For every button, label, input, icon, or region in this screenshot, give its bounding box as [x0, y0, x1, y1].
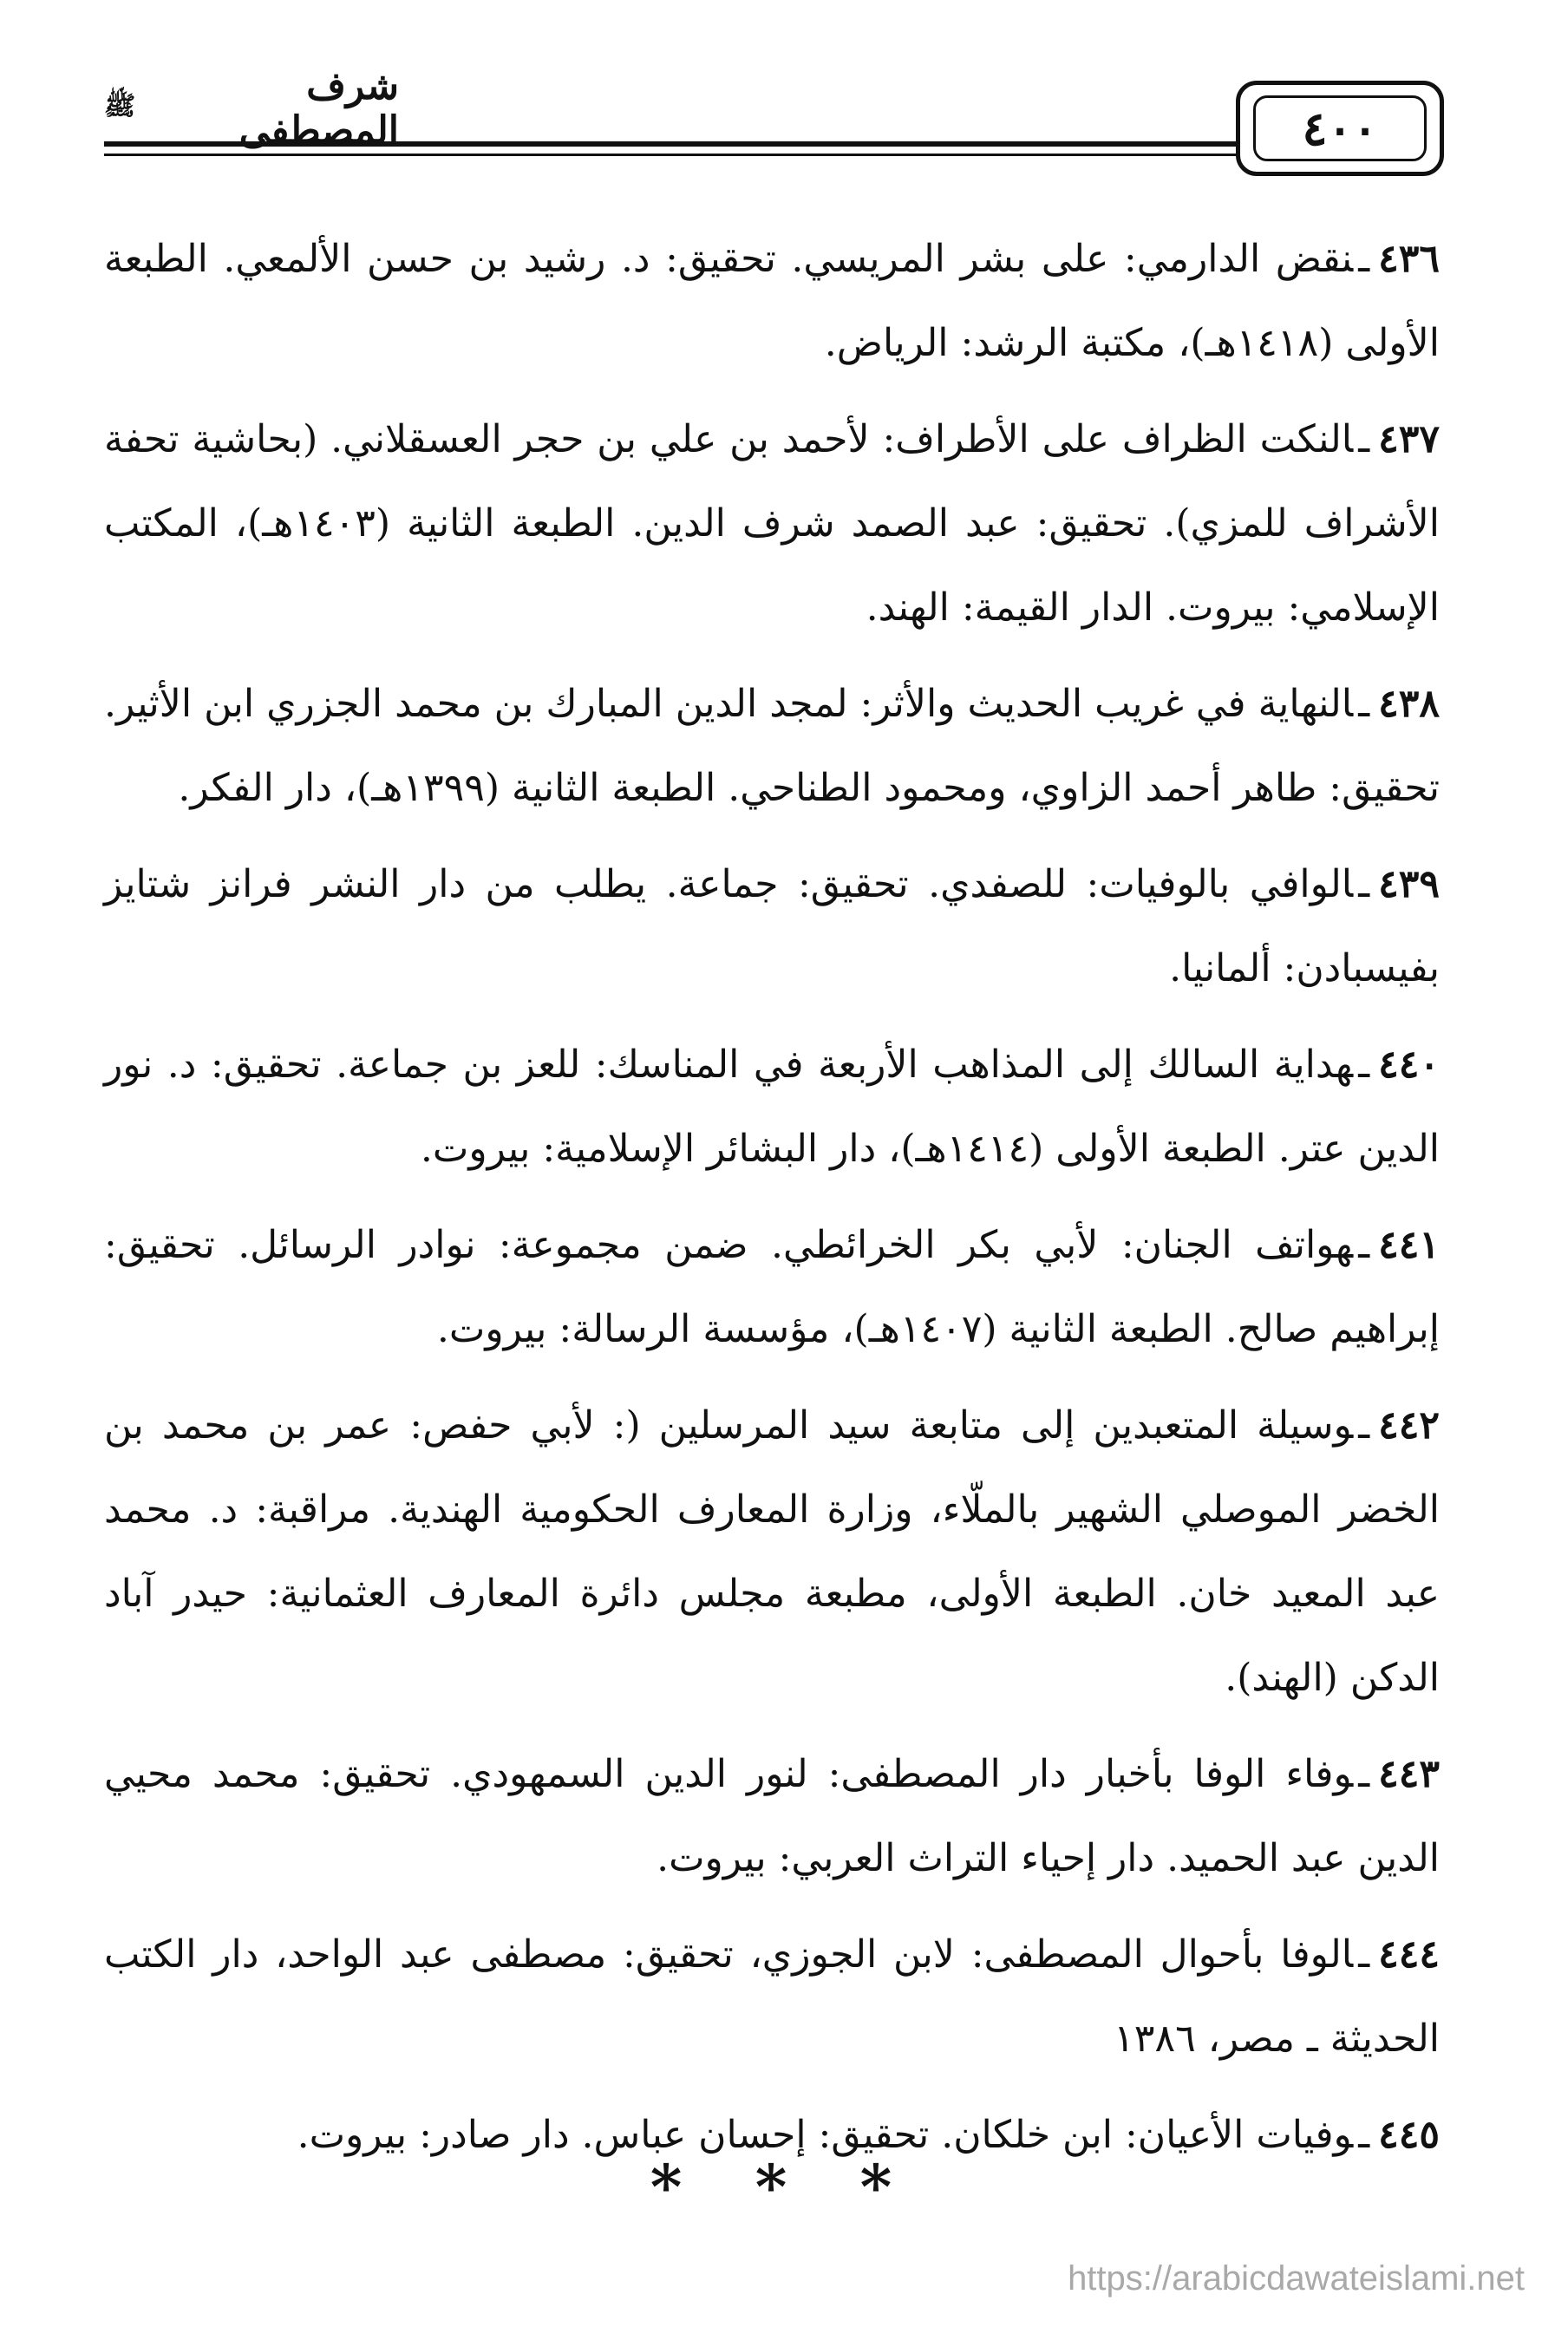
entry-separator: ـ — [1358, 682, 1370, 726]
bibliography-entry — [104, 1023, 1440, 1191]
entry-text: النكت الظراف على الأطراف: لأحمد بن علي بن حجر العسقلاني. (بحاشية تحفة الأشراف للمزي). تحقيق: عبد الصمد شرف الدين. الطبعة الثانية (١٤٠٣هـ)، المكتب الإسلامي: بيروت. الدار القيمة: الهند. — [104, 417, 1440, 630]
entry-number: ٤٣٧ — [1378, 417, 1440, 461]
bibliography-entry — [104, 662, 1440, 830]
entry-separator: ـ — [1358, 1752, 1370, 1796]
entry-text: هواتف الجنان: لأبي بكر الخرائطي. ضمن مجموعة: نوادر الرسائل. تحقيق: إبراهيم صالح. الطبعة الثانية (١٤٠٧هـ)، مؤسسة الرسالة: بيروت. — [104, 1223, 1440, 1351]
running-title — [104, 64, 399, 153]
end-ornament: * * * — [650, 2151, 918, 2223]
bibliography-entry — [104, 1203, 1440, 1371]
entry-separator: ـ — [1358, 2113, 1370, 2157]
entry-number: ٤٣٩ — [1378, 862, 1440, 906]
entry-separator: ـ — [1358, 1932, 1370, 1977]
entry-number: ٤٤٠ — [1378, 1043, 1440, 1087]
page-header — [104, 64, 1440, 186]
watermark-url: https://arabicdawateislami.net — [1068, 2259, 1525, 2298]
entry-number: ٤٤١ — [1378, 1223, 1440, 1267]
entry-separator: ـ — [1358, 1223, 1370, 1267]
entry-text: الوفا بأحوال المصطفى: لابن الجوزي، تحقيق: مصطفى عبد الواحد، دار الكتب الحديثة ـ مصر، ١٣٨٦ — [104, 1932, 1440, 2061]
bibliography-list — [104, 217, 1440, 2189]
entry-text: هداية السالك إلى المذاهب الأربعة في المناسك: للعز بن جماعة. تحقيق: د. نور الدين عتر. الطبعة الأولى (١٤١٤هـ)، دار البشائر الإسلامية: بيروت. — [104, 1043, 1440, 1171]
bibliography-entry — [104, 397, 1440, 650]
entry-separator: ـ — [1358, 862, 1370, 906]
entry-number: ٤٣٦ — [1378, 237, 1440, 281]
bibliography-entry — [104, 217, 1440, 385]
entry-number: ٤٣٨ — [1378, 682, 1440, 726]
entry-text: نقض الدارمي: على بشر المريسي. تحقيق: د. رشيد بن حسن الألمعي. الطبعة الأولى (١٤١٨هـ)، مكتبة الرشد: الرياض. — [104, 237, 1440, 365]
entry-text: وفاء الوفا بأخبار دار المصطفى: لنور الدين السمهودي. تحقيق: محمد محيي الدين عبد الحميد. دار إحياء التراث العربي: بيروت. — [104, 1752, 1440, 1880]
entry-separator: ـ — [1358, 237, 1370, 281]
entry-separator: ـ — [1358, 1043, 1370, 1087]
entry-number: ٤٤٢ — [1378, 1403, 1440, 1448]
entry-number: ٤٤٥ — [1378, 2113, 1440, 2157]
entry-number: ٤٤٤ — [1378, 1932, 1440, 1977]
bibliography-entry — [104, 1912, 1440, 2081]
page-number-frame — [1236, 81, 1444, 176]
entry-text: وفيات الأعيان: ابن خلكان. تحقيق: إحسان عباس. دار صادر: بيروت. — [297, 2113, 1354, 2157]
entry-number: ٤٤٣ — [1378, 1752, 1440, 1796]
page-number: ٤٠٠ — [1253, 95, 1427, 161]
salawat-icon: ﷺ — [104, 90, 136, 121]
entry-text: وسيلة المتعبدين إلى متابعة سيد المرسلين (: لأبي حفص: عمر بن محمد بن الخضر الموصلي الشهير بالملّاء، وزارة المعارف الحكومية الهندية. مراقبة: د. محمد عبد المعيد خان. الطبعة الأولى، مطبعة مجلس دائرة المعارف العثمانية: حيدر آباد الدكن (الهند). — [104, 1403, 1440, 1700]
entry-text: النهاية في غريب الحديث والأثر: لمجد الدين المبارك بن محمد الجزري ابن الأثير. تحقيق: طاهر أحمد الزاوي، ومحمود الطناحي. الطبعة الثانية (١٣٩٩هـ)، دار الفكر. — [104, 682, 1440, 810]
entry-separator: ـ — [1358, 417, 1370, 461]
entry-separator: ـ — [1358, 1403, 1370, 1448]
running-title-text: شرف المصطفى — [238, 64, 399, 153]
entry-text: الوافي بالوفيات: للصفدي. تحقيق: جماعة. يطلب من دار النشر فرانز شتايز بفيسبادن: ألمانيا. — [104, 862, 1440, 990]
bibliography-entry — [104, 842, 1440, 1010]
bibliography-entry — [104, 1732, 1440, 1900]
bibliography-entry — [104, 1383, 1440, 1720]
